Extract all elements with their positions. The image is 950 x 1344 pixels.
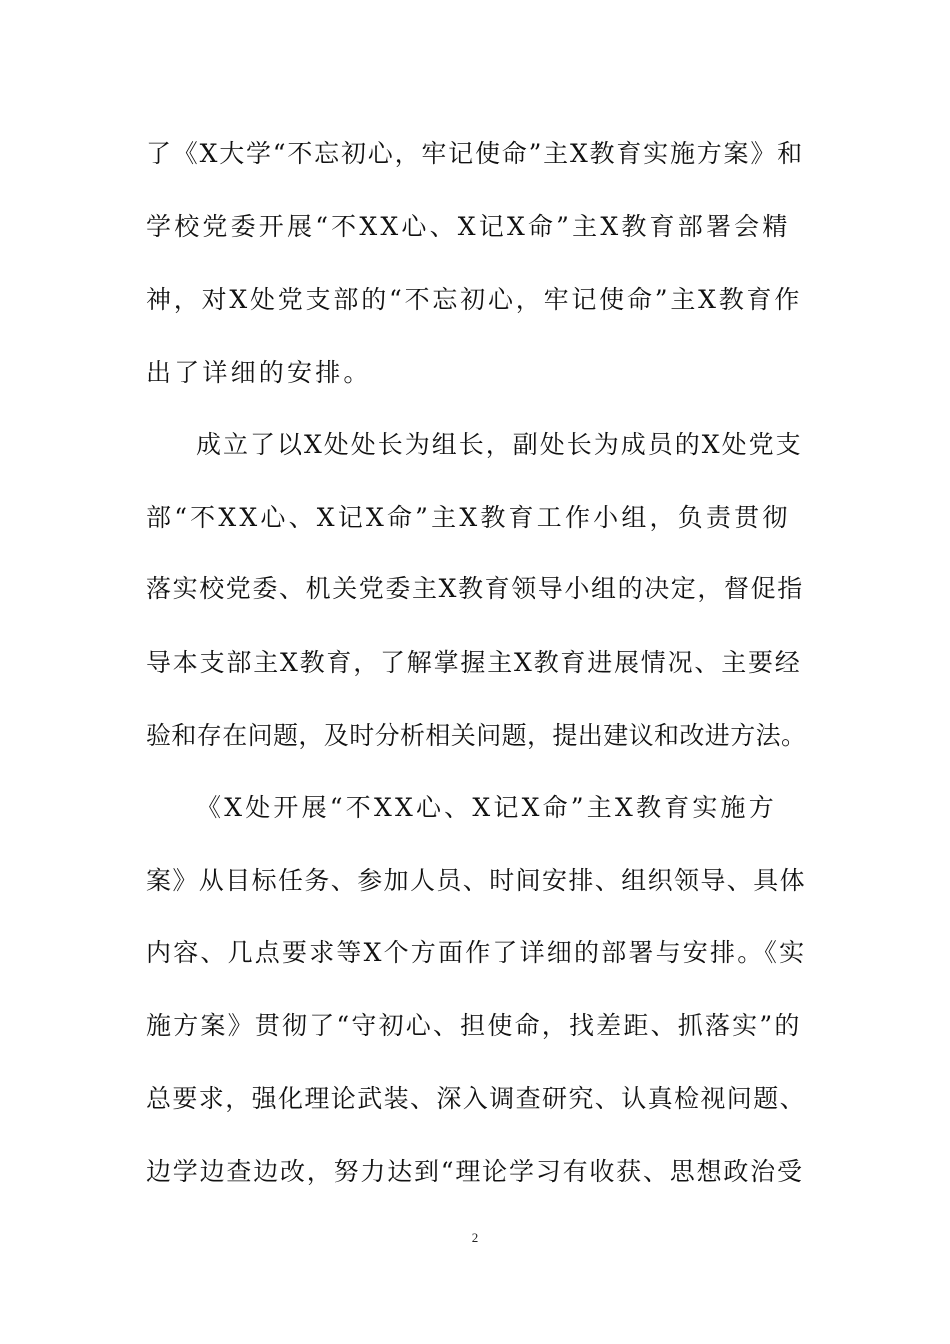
text-line: 出了详细的安排。	[146, 358, 372, 387]
page-number: 2	[471, 1230, 479, 1245]
text-line: 施方案》贯彻了“守初心、担使命，找差距、抓落实”的	[146, 1011, 802, 1040]
text-line: 落实校党委、机关党委主X教育领导小组的决定，督促指	[146, 574, 804, 603]
text-line: 验和存在问题，及时分析相关问题，提出建议和改进方法。	[146, 721, 807, 750]
text-line: 神，对X处党支部的“不忘初心，牢记使命”主X教育作	[146, 285, 803, 314]
text-line: 内容、几点要求等X个方面作了详细的部署与安排。《实	[146, 938, 807, 967]
text-line: 成立了以X处处长为组长，副处长为成员的X处党支	[196, 430, 803, 459]
text-line: 了《X大学“不忘初心，牢记使命”主X教育实施方案》和	[146, 139, 804, 168]
text-line: 部“不XX心、X记X命”主X教育工作小组，负责贯彻	[146, 503, 791, 532]
text-line: 边学边查边改，努力达到“理论学习有收获、思想政治受	[146, 1157, 804, 1186]
text-line: 《X处开展“不XX心、X记X命”主X教育实施方	[196, 793, 777, 822]
text-line: 总要求，强化理论武装、深入调查研究、认真检视问题、	[146, 1084, 807, 1113]
text-line: 案》从目标任务、参加人员、时间安排、组织领导、具体	[146, 866, 807, 895]
text-line: 导本支部主X教育，了解掌握主X教育进展情况、主要经	[146, 648, 802, 677]
text-line: 学校党委开展“不XX心、X记X命”主X教育部署会精	[146, 212, 791, 241]
